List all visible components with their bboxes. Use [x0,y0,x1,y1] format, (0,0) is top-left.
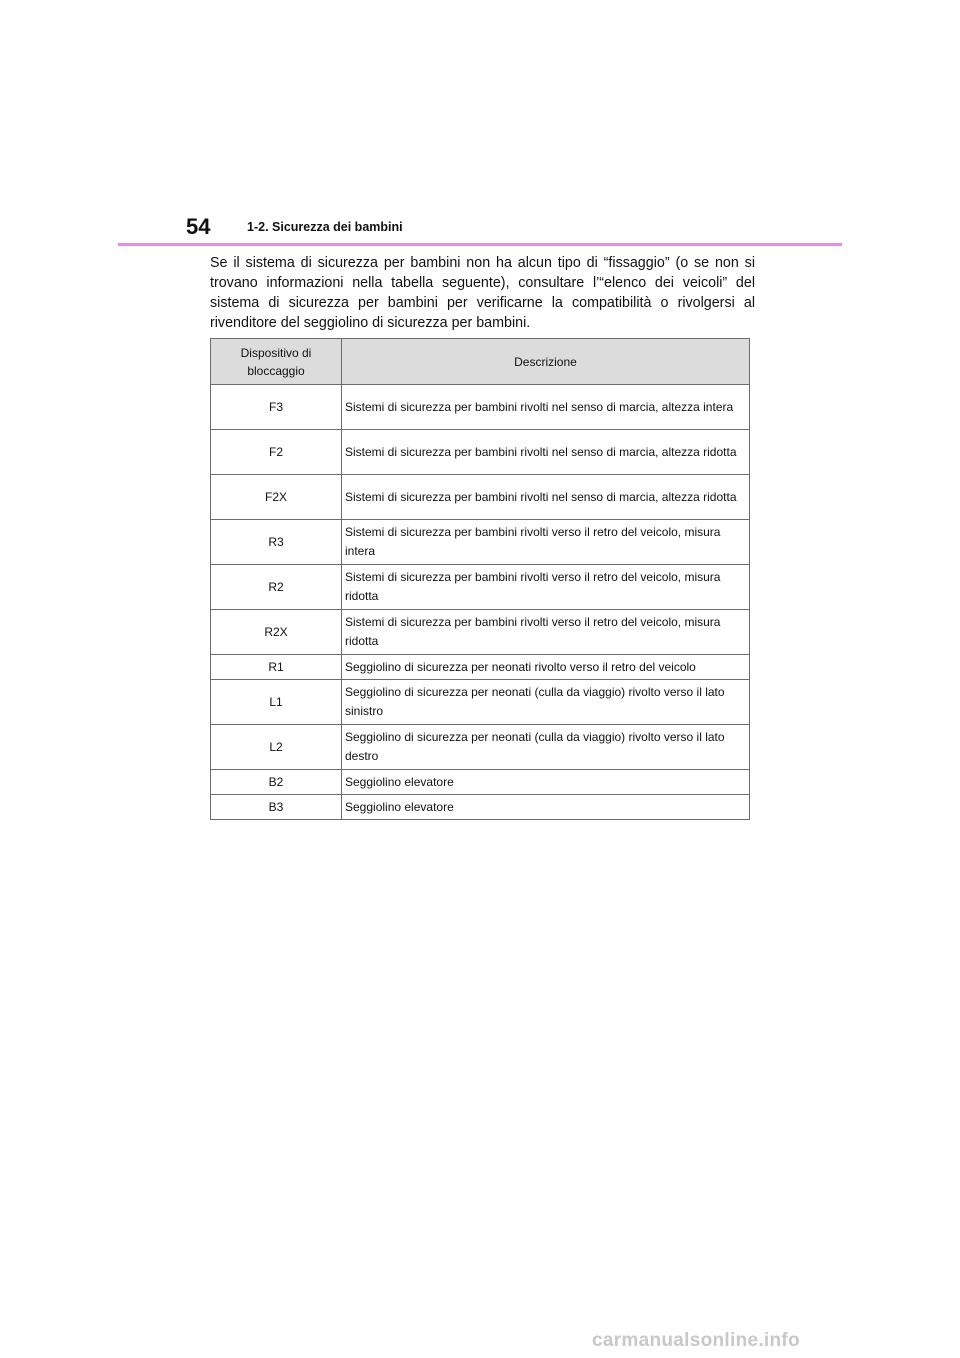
table-row [211,610,750,655]
table-row [211,475,750,520]
table-row [211,795,750,820]
device-description: Sistemi di sicurezza per bambini rivolti verso il retro del veicolo, misura intera [342,520,750,565]
device-code: F2 [211,430,342,475]
table-row [211,520,750,565]
device-code: R2 [211,565,342,610]
header-divider [118,243,842,246]
device-code: L1 [211,680,342,725]
device-description: Sistemi di sicurezza per bambini rivolti verso il retro del veicolo, misura ridotta [342,565,750,610]
device-code: B3 [211,795,342,820]
table-row [211,385,750,430]
device-description: Seggiolino elevatore [342,770,750,795]
table-row [211,680,750,725]
watermark-link[interactable]: carmanualsonline.info [592,1330,800,1351]
device-description: Seggiolino elevatore [342,795,750,820]
section-title: 1-2. Sicurezza dei bambini [247,220,403,234]
table-row [211,430,750,475]
device-code: R1 [211,655,342,680]
table-row [211,655,750,680]
device-description: Seggiolino di sicurezza per neonati (culla da viaggio) rivolto verso il lato destro [342,725,750,770]
device-description: Sistemi di sicurezza per bambini rivolti nel senso di marcia, altezza ridotta [342,475,750,520]
device-description: Sistemi di sicurezza per bambini rivolti nel senso di marcia, altezza ridotta [342,430,750,475]
table-row [211,725,750,770]
device-code: L2 [211,725,342,770]
locking-device-table [210,338,750,820]
device-code: B2 [211,770,342,795]
page-number: 54 [186,214,211,239]
device-description: Sistemi di sicurezza per bambini rivolti verso il retro del veicolo, misura ridotta [342,610,750,655]
table-row [211,565,750,610]
table-row [211,770,750,795]
device-description: Seggiolino di sicurezza per neonati (culla da viaggio) rivolto verso il lato sinistro [342,680,750,725]
column-header-description: Descrizione [342,339,750,385]
device-code: R2X [211,610,342,655]
column-header-device: Dispositivo di bloccaggio [211,339,342,385]
device-code: R3 [211,520,342,565]
intro-paragraph: Se il sistema di sicurezza per bambini non ha alcun tipo di “fissaggio” (o se non si trovano informazioni nella tabella seguente), consultare l’“elenco dei veicoli” del sistema di sicurezza per bambini per verificarne la compatibilità o rivolgersi al rivenditore del seggiolino di sicurezza per bambini. [210,255,755,331]
device-code: F3 [211,385,342,430]
table-header-row [211,339,750,385]
device-description: Sistemi di sicurezza per bambini rivolti nel senso di marcia, altezza intera [342,385,750,430]
device-code: F2X [211,475,342,520]
device-description: Seggiolino di sicurezza per neonati rivolto verso il retro del veicolo [342,655,750,680]
